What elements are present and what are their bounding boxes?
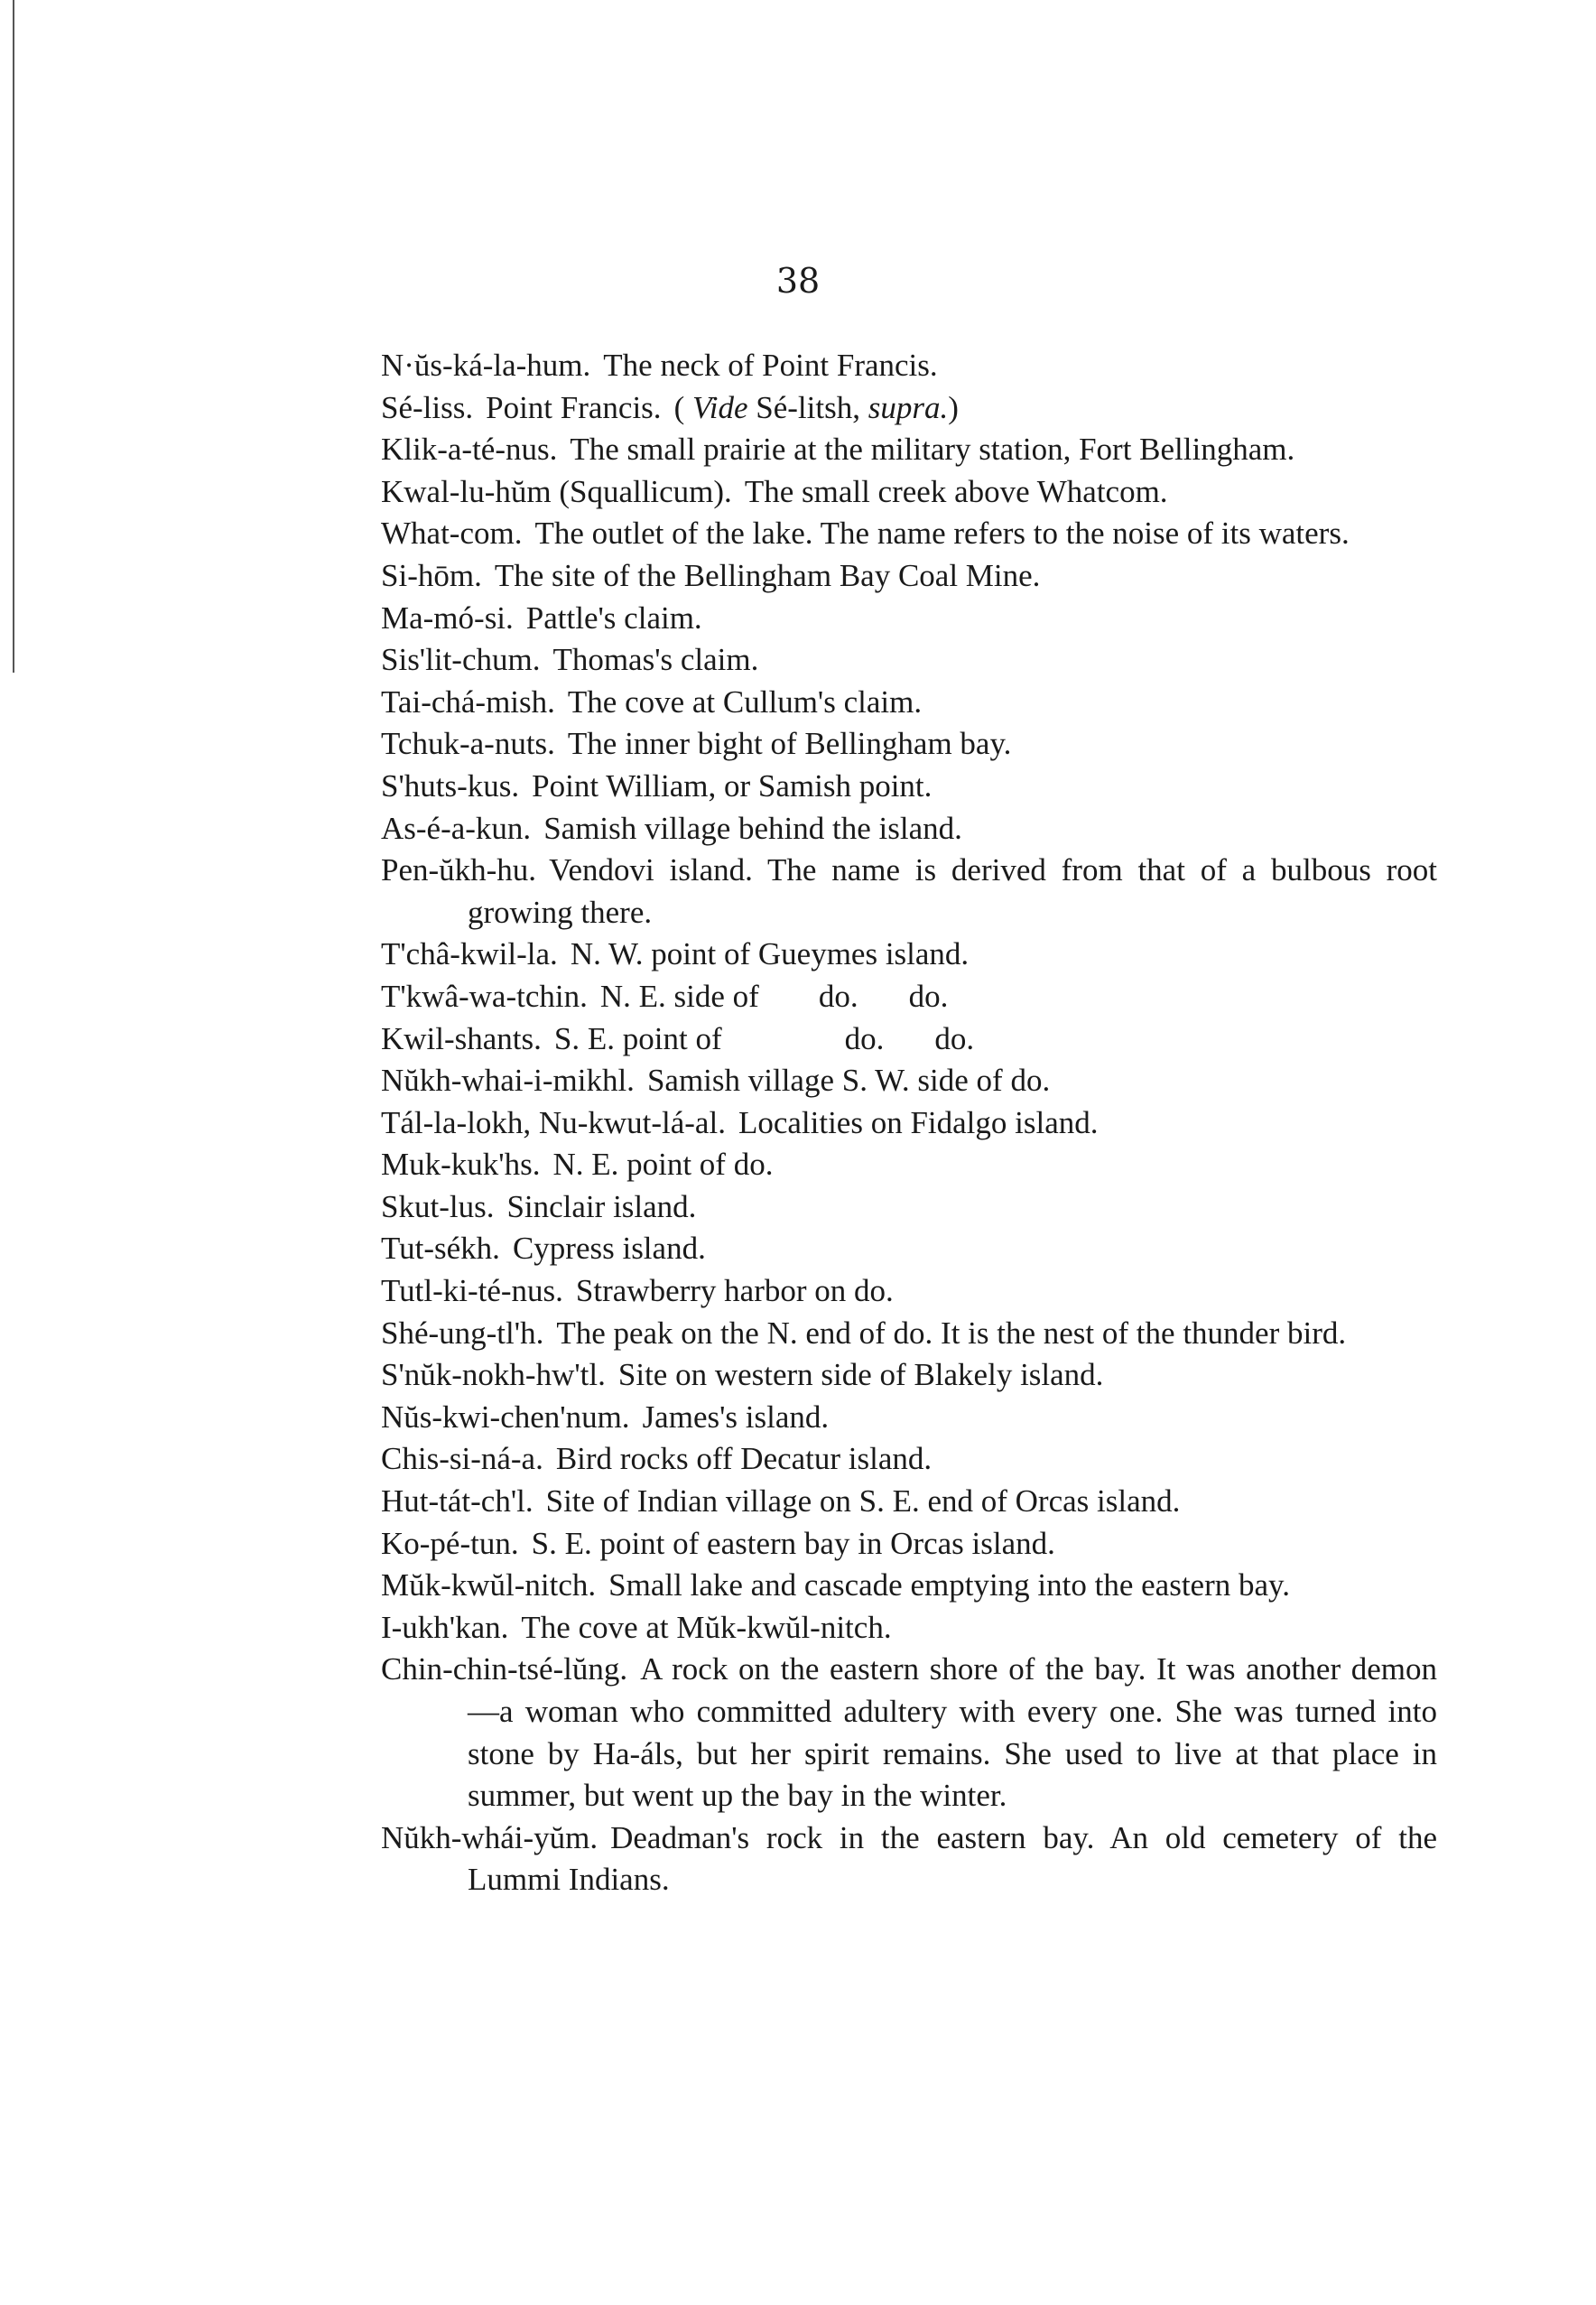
entry-description: S. E. point of eastern bay in Orcas island.: [531, 1525, 1055, 1561]
entry-description: S. E. point of: [553, 1020, 722, 1056]
entry-name: S'nŭk-nokh-hw'tl.: [381, 1357, 606, 1393]
entry-name: Tai-chá-mish.: [381, 683, 555, 720]
entry-name: Sis'lit-chum.: [381, 642, 541, 678]
ditto-mark: do.: [934, 1020, 975, 1056]
entry: [381, 1102, 1437, 1145]
entry-description: Cypress island.: [512, 1231, 706, 1267]
entry: [381, 766, 1437, 808]
entry: [381, 1481, 1437, 1523]
entry-description: The small prairie at the military station, Fort Bellingham.: [570, 432, 1295, 468]
entry-name: Ma-mó-si.: [381, 599, 514, 636]
entry: [381, 682, 1437, 724]
entry-description: Point Francis.: [486, 389, 662, 425]
entry-description: Samish village behind the island.: [543, 810, 962, 846]
entry: [381, 1228, 1437, 1270]
entry-name: N·ŭs-ká-la-hum.: [381, 348, 591, 383]
entry: [381, 1607, 1437, 1650]
entry-name: Tut-sékh.: [381, 1231, 500, 1267]
entry-name: Tál-la-lokh, Nu-kwut-lá-al.: [381, 1104, 726, 1140]
entry-name: Tutl-ki-té-nus.: [381, 1273, 563, 1309]
entry-description: Site on western side of Blakely island.: [617, 1357, 1104, 1393]
entry: [381, 429, 1437, 471]
entry-description: The inner bight of Bellingham bay.: [567, 726, 1012, 762]
entry-description: The neck of Point Francis.: [603, 348, 938, 383]
entry-name: Nŭs-kwi-chen'num.: [381, 1399, 630, 1435]
entry-description: N. W. point of Gueymes island.: [570, 936, 970, 972]
entry: [381, 513, 1437, 555]
entry-name: T'châ-kwil-la.: [381, 936, 558, 972]
entry-description: N. E. side of: [599, 978, 759, 1014]
entry-name: Shé-ung-tl'h.: [381, 1315, 544, 1351]
entry-name: Hut-tát-ch'l.: [381, 1483, 534, 1520]
entry: [381, 1649, 1437, 1817]
entry: [381, 1144, 1437, 1186]
entry-description: Sinclair island.: [506, 1188, 697, 1224]
entry-description: Strawberry harbor on do.: [575, 1273, 894, 1309]
ditto-mark: do.: [844, 1020, 885, 1056]
entry: [381, 808, 1437, 850]
entry: [381, 471, 1437, 514]
entry: [381, 555, 1437, 598]
place-name-list: [381, 345, 1437, 1901]
entry-name: Tchuk-a-nuts.: [381, 726, 555, 762]
entry: [381, 934, 1437, 976]
entry-name: Sé-liss.: [381, 389, 474, 425]
entry-name: What-com.: [381, 516, 523, 552]
entry-description: Deadman's rock in the eastern bay. An old cemetery of the Lummi Indians.: [468, 1819, 1437, 1898]
entry: [381, 1018, 1437, 1061]
entry-name: Si-hōm.: [381, 557, 482, 593]
entry: [381, 850, 1437, 934]
entry-description: The cove at Mŭk-kwŭl-nitch.: [521, 1609, 892, 1645]
entry: [381, 1270, 1437, 1313]
entry: [381, 1397, 1437, 1439]
entry-description: Thomas's claim.: [552, 642, 759, 678]
entry: [381, 1817, 1437, 1901]
entry: [381, 976, 1437, 1018]
entry-name: As-é-a-kun.: [381, 810, 532, 846]
entry: [381, 1060, 1437, 1102]
entry-name: Nŭkh-whái-yŭm.: [381, 1819, 598, 1855]
entry-description: Site of Indian village on S. E. end of Orcas island.: [545, 1483, 1181, 1520]
entry: [381, 639, 1437, 682]
entry-name: Mŭk-kwŭl-nitch.: [381, 1567, 597, 1603]
entry-description: Small lake and cascade emptying into the eastern bay.: [608, 1567, 1290, 1603]
entry-name: Ko-pé-tun.: [381, 1525, 519, 1561]
entry-description: Localities on Fidalgo island.: [738, 1104, 1099, 1140]
entry: [381, 1438, 1437, 1481]
entry-description: The peak on the N. end of do. It is the nest of the thunder bird.: [556, 1315, 1347, 1351]
entry-name: Chis-si-ná-a.: [381, 1441, 543, 1477]
entry: [381, 345, 1437, 387]
entry-description: Vendovi island. The name is derived from that of a bulbous root growing there.: [468, 852, 1437, 930]
entry: [381, 723, 1437, 766]
entry-name: Skut-lus.: [381, 1188, 495, 1224]
entry-description: Samish village S. W. side of do.: [646, 1063, 1051, 1099]
cross-reference: ( Vide Sé-litsh, supra.): [673, 389, 959, 425]
entry-description: Bird rocks off Decatur island.: [555, 1441, 933, 1477]
entry: [381, 1354, 1437, 1397]
entry: [381, 1565, 1437, 1607]
entry-name: Nŭkh-whai-i-mikhl.: [381, 1063, 635, 1099]
entry-name: Pen-ŭkh-hu.: [381, 852, 537, 888]
entry-description: The outlet of the lake. The name refers to the noise of its waters.: [534, 516, 1350, 552]
entry-description: James's island.: [642, 1399, 830, 1435]
entry: [381, 1186, 1437, 1229]
entry-description: The site of the Bellingham Bay Coal Mine.: [494, 557, 1041, 593]
ditto-mark: do.: [818, 978, 858, 1014]
scan-margin-line: [13, 0, 14, 673]
entry-name: I-ukh'kan.: [381, 1609, 509, 1645]
entry-description: Point William, or Samish point.: [532, 767, 933, 804]
entry: [381, 598, 1437, 640]
entry-name: Klik-a-té-nus.: [381, 432, 558, 468]
entry-name: Muk-kuk'hs.: [381, 1147, 541, 1183]
entry-description: The small creek above Whatcom.: [744, 473, 1168, 509]
entry: [381, 1523, 1437, 1566]
entry-description: Pattle's claim.: [525, 599, 702, 636]
entry-name: Kwil-shants.: [381, 1020, 542, 1056]
entry-name: Chin-chin-tsé-lŭng.: [381, 1651, 628, 1687]
page-number: 38: [775, 261, 821, 301]
entry-name: Kwal-lu-hŭm (Squallicum).: [381, 473, 732, 509]
entry-name: S'huts-kus.: [381, 767, 520, 804]
entry-name: T'kwâ-wa-tchin.: [381, 978, 588, 1014]
ditto-mark: do.: [908, 978, 949, 1014]
entry: [381, 1313, 1437, 1355]
entry-description: The cove at Cullum's claim.: [567, 683, 923, 720]
entry-description: A rock on the eastern shore of the bay. It was another demon—a woman who committed adultery with every one. She was turned into stone by Ha-áls, but her spirit remains. She used to live at that place in summer, but went up the bay in the winter.: [468, 1651, 1437, 1814]
entry-description: N. E. point of do.: [552, 1147, 774, 1183]
entry: [381, 387, 1437, 430]
